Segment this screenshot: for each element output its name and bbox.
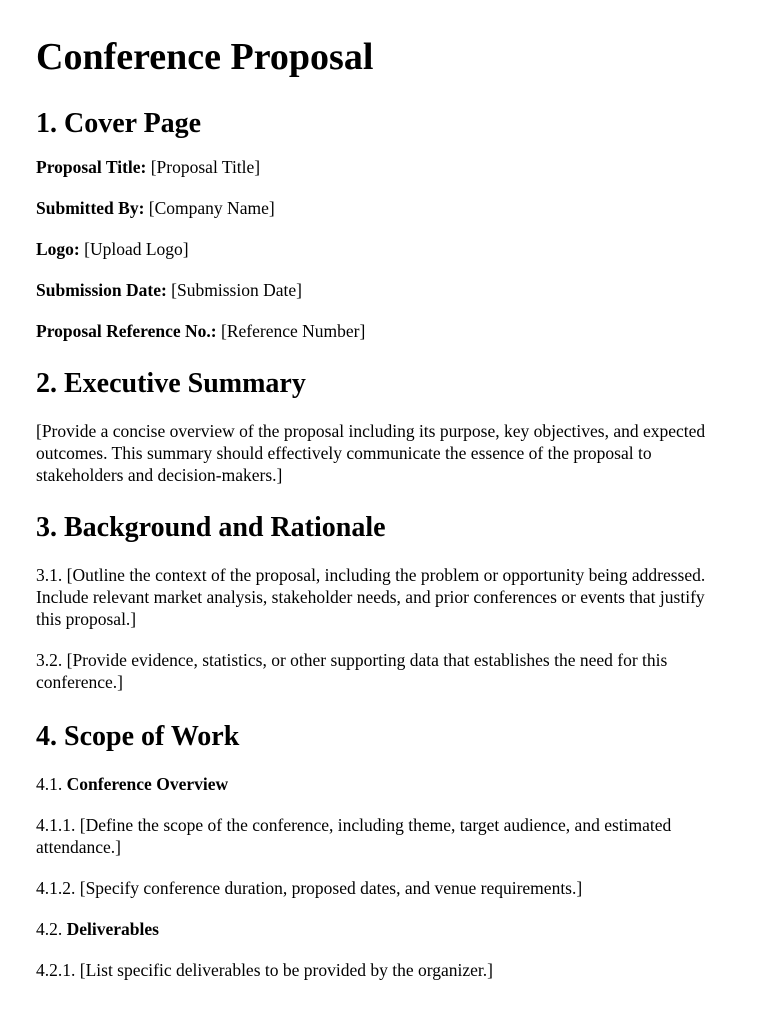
field-value: [Reference Number]: [221, 321, 366, 341]
subsection-title: Conference Overview: [66, 774, 229, 794]
field-submitted-by: [36, 197, 734, 219]
section-heading-executive-summary: 2. Executive Summary: [36, 368, 306, 399]
field-reference-number: [36, 320, 734, 342]
field-label: Submitted By:: [36, 198, 145, 218]
section-heading-background: 3. Background and Rationale: [36, 512, 386, 543]
executive-summary-paragraph: [Provide a concise overview of the proposal including its purpose, key objectives, and expected outcomes. This summary should effectively communicate the essence of the proposal to stakeholders and decision-makers.]: [36, 421, 706, 485]
field-proposal-title: [36, 156, 734, 178]
subsection-number: 4.2.: [36, 919, 63, 939]
field-label: Proposal Title:: [36, 157, 147, 177]
document-title: Conference Proposal: [36, 36, 374, 78]
section-heading-cover-page: 1. Cover Page: [36, 108, 202, 139]
scope-item: 4.2.1. [List specific deliverables to be provided by the organizer.]: [36, 960, 493, 980]
background-paragraph: 3.1. [Outline the context of the proposal, including the problem or opportunity being addressed. Include relevant market analysis, stakeholder needs, and prior conferences or events that justify this proposal.]: [36, 565, 706, 629]
field-value: [Proposal Title]: [150, 157, 261, 177]
subsection-title: Deliverables: [66, 919, 159, 939]
subsection-heading-conference-overview: [36, 773, 734, 795]
field-submission-date: [36, 279, 734, 301]
field-label: Proposal Reference No.:: [36, 321, 217, 341]
field-label: Logo:: [36, 239, 80, 259]
field-value: [Upload Logo]: [84, 239, 189, 259]
scope-item: 4.1.2. [Specify conference duration, proposed dates, and venue requirements.]: [36, 878, 583, 898]
scope-item: 4.1.1. [Define the scope of the conference, including theme, target audience, and estimated attendance.]: [36, 815, 672, 857]
field-label: Submission Date:: [36, 280, 167, 300]
background-paragraph: 3.2. [Provide evidence, statistics, or other supporting data that establishes the need for this conference.]: [36, 650, 668, 692]
field-value: [Company Name]: [148, 198, 275, 218]
field-value: [Submission Date]: [171, 280, 302, 300]
subsection-heading-deliverables: [36, 918, 734, 940]
subsection-number: 4.1.: [36, 774, 63, 794]
field-logo: [36, 238, 734, 260]
section-heading-scope-of-work: 4. Scope of Work: [36, 721, 240, 752]
